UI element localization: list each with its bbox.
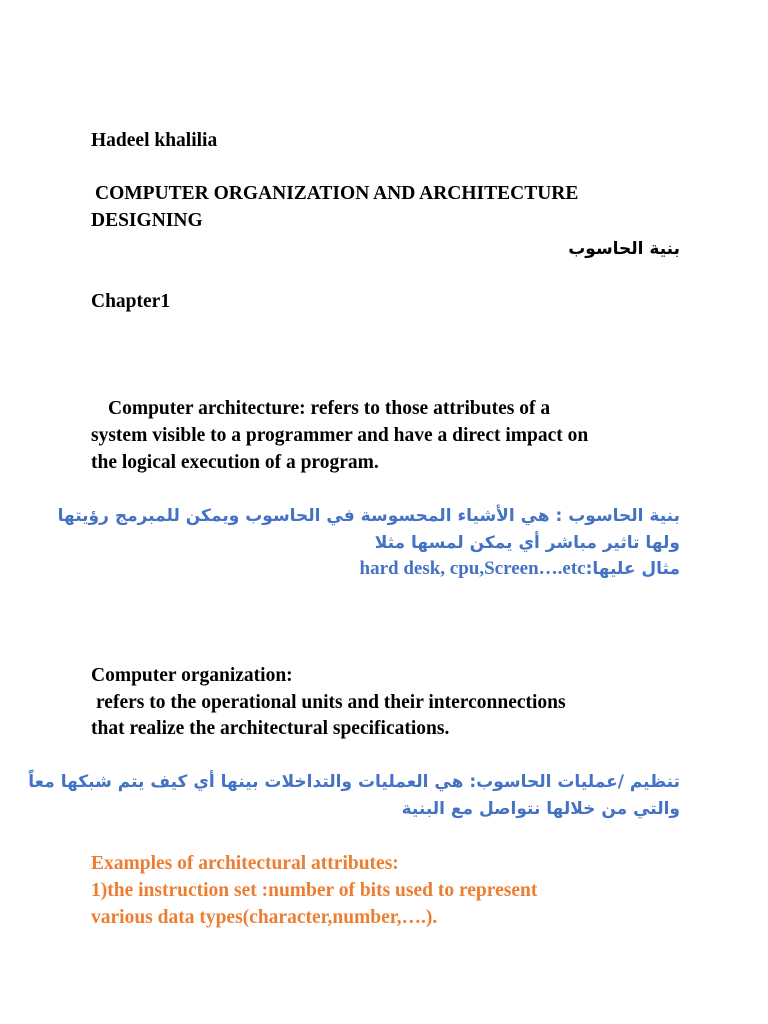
architecture-arabic-line2: ولها تاثير مباشر أي يمكن لمسها مثلا xyxy=(374,533,680,553)
architecture-example-line xyxy=(360,555,680,583)
architecture-definition-line2: system visible to a programmer and have a direct impact on xyxy=(91,425,589,446)
course-title-line1: COMPUTER ORGANIZATION AND ARCHITECTURE xyxy=(95,183,579,204)
examples-item-line1: 1)the instruction set :number of bits used to represent xyxy=(91,880,538,901)
architecture-example-arabic: مثال عليها: xyxy=(585,559,680,579)
author-name: Hadeel khalilia xyxy=(91,130,218,151)
examples-item-line2: various data types(character,number,….). xyxy=(91,907,438,928)
organization-arabic-line2: والتي من خلالها نتواصل مع البنية xyxy=(401,799,680,819)
course-title-line2: DESIGNING xyxy=(91,210,203,231)
architecture-arabic-line1: بنية الحاسوب : هي الأشياء المحسوسة في الحاسوب ويمكن للمبرمج رؤيتها xyxy=(57,506,680,526)
organization-definition-line1: refers to the operational units and their interconnections xyxy=(96,692,566,713)
architecture-example-english: hard desk, cpu,Screen….etc xyxy=(359,558,586,579)
organization-heading: Computer organization: xyxy=(91,665,293,686)
architecture-definition-line1: Computer architecture: refers to those attributes of a xyxy=(108,398,551,419)
chapter-heading: Chapter1 xyxy=(91,291,171,312)
organization-arabic-line1: تنظيم /عمليات الحاسوب: هي العمليات والتداخلات بينها أي كيف يتم شبكها معاً xyxy=(28,772,680,792)
course-title-arabic: بنية الحاسوب xyxy=(568,239,680,259)
architecture-definition-line3: the logical execution of a program. xyxy=(91,452,379,473)
examples-heading: Examples of architectural attributes: xyxy=(91,853,399,874)
organization-definition-line2: that realize the architectural specifications. xyxy=(91,718,450,739)
